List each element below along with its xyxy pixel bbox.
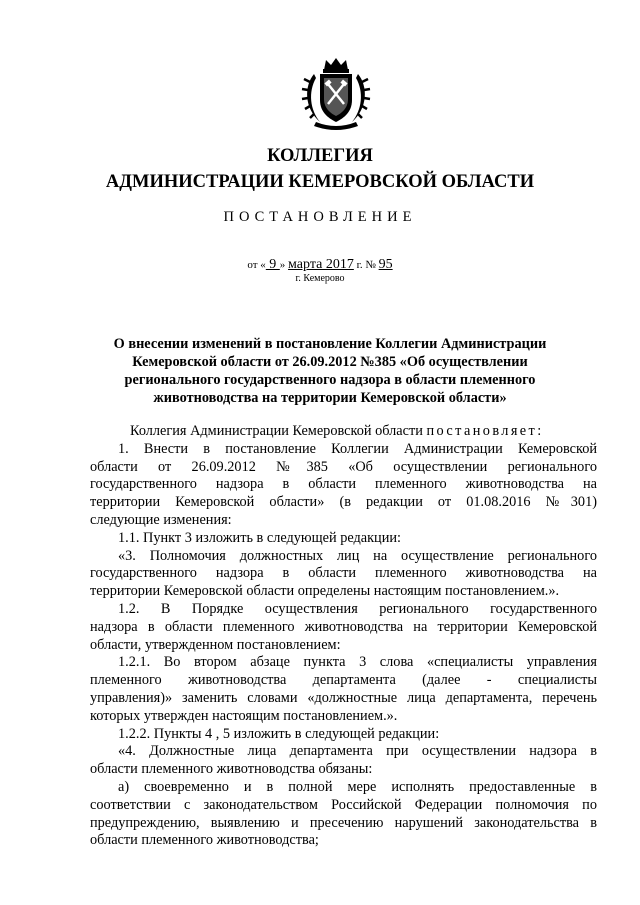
intro-resolves: постановляет:: [426, 423, 544, 439]
paragraph-line: следующие изменения:: [90, 511, 232, 528]
paragraph-line: 1.1. Пункт 3 изложить в следующей редакции:: [118, 529, 401, 546]
paragraph-line: области от 26.09.2012 №385 «Об осуществлении регионального: [90, 458, 597, 475]
header-collegium: КОЛЛЕГИЯ: [267, 146, 373, 166]
decree-title: [80, 335, 580, 407]
decree-city: г. Кемерово: [295, 273, 345, 284]
title-line: О внесении изменений в постановление Коллегии Администрации: [113, 336, 547, 352]
intro-line: [90, 423, 597, 441]
title-line: животноводства на территории Кемеровской области»: [153, 390, 507, 406]
date-prefix: от «: [247, 259, 266, 271]
paragraph-line: которых утвержден настоящим постановлением.».: [90, 707, 398, 724]
paragraph-line: области племенного животноводства обязаны:: [90, 761, 373, 778]
intro-text: Коллегия Администрации Кемеровской области: [130, 423, 427, 439]
coat-of-arms-icon: [300, 56, 372, 132]
decree-date-line: [0, 257, 640, 273]
title-line: регионального государственного надзора в области племенного: [124, 372, 536, 388]
paragraph-line: территории Кемеровской области» (в редакции от 01.08.2016 №301): [90, 494, 597, 511]
paragraph-line: 1. Внести в постановление Коллегии Администрации Кемеровской: [118, 440, 597, 457]
paragraph-line: «4. Должностные лица департамента при осуществлении надзора в: [118, 743, 597, 760]
date-month-year: марта 2017: [288, 257, 354, 272]
date-mid: »: [279, 259, 289, 271]
paragraph-line: области племенного животноводства;: [90, 832, 319, 849]
paragraph-line: 1.2.1. Во втором абзаце пункта 3 слова «специалисты управления: [118, 654, 597, 671]
paragraph-line: 1.2.2. Пункты 4 , 5 изложить в следующей редакции:: [118, 725, 440, 742]
paragraph-line: области, утвержденном постановлением:: [90, 636, 341, 653]
paragraph-line: государственного надзора в области племенного животноводства на: [90, 565, 597, 582]
date-year-suffix: г. №: [353, 259, 379, 271]
paragraph-line: государственного надзора в области племенного животноводства на: [90, 476, 597, 493]
document-type: ПОСТАНОВЛЕНИЕ: [223, 209, 417, 225]
decree-number: 95: [378, 257, 393, 272]
paragraph-line: предупреждению, выявлению и пресечению нарушений законодательства в: [90, 814, 597, 831]
paragraph-line: управления)» заменить словами «должностные лица департамента, перечень: [90, 689, 597, 706]
paragraph-line: соответствии с законодательством Российской Федерации полномочия по: [90, 796, 597, 813]
paragraph-line: надзора в области племенного животноводства на территории Кемеровской: [90, 618, 597, 635]
paragraph-line: племенного животноводства департамента (далее - специалисты: [90, 672, 597, 689]
decree-body: [90, 423, 597, 850]
title-line: Кемеровской области от 26.09.2012 №385 «Об осуществлении: [132, 354, 528, 370]
paragraph-line: «3. Полномочия должностных лиц на осуществление регионального: [118, 547, 597, 564]
paragraph-line: а) своевременно и в полной мере исполнять предоставленные в: [118, 778, 597, 795]
header-administration: АДМИНИСТРАЦИИ КЕМЕРОВСКОЙ ОБЛАСТИ: [105, 172, 535, 192]
paragraph-line: 1.2. В Порядке осуществления регионального государственного: [118, 600, 597, 617]
date-day: 9: [265, 257, 280, 272]
paragraph-line: территории Кемеровской области определены настоящим постановлением.».: [90, 583, 560, 600]
